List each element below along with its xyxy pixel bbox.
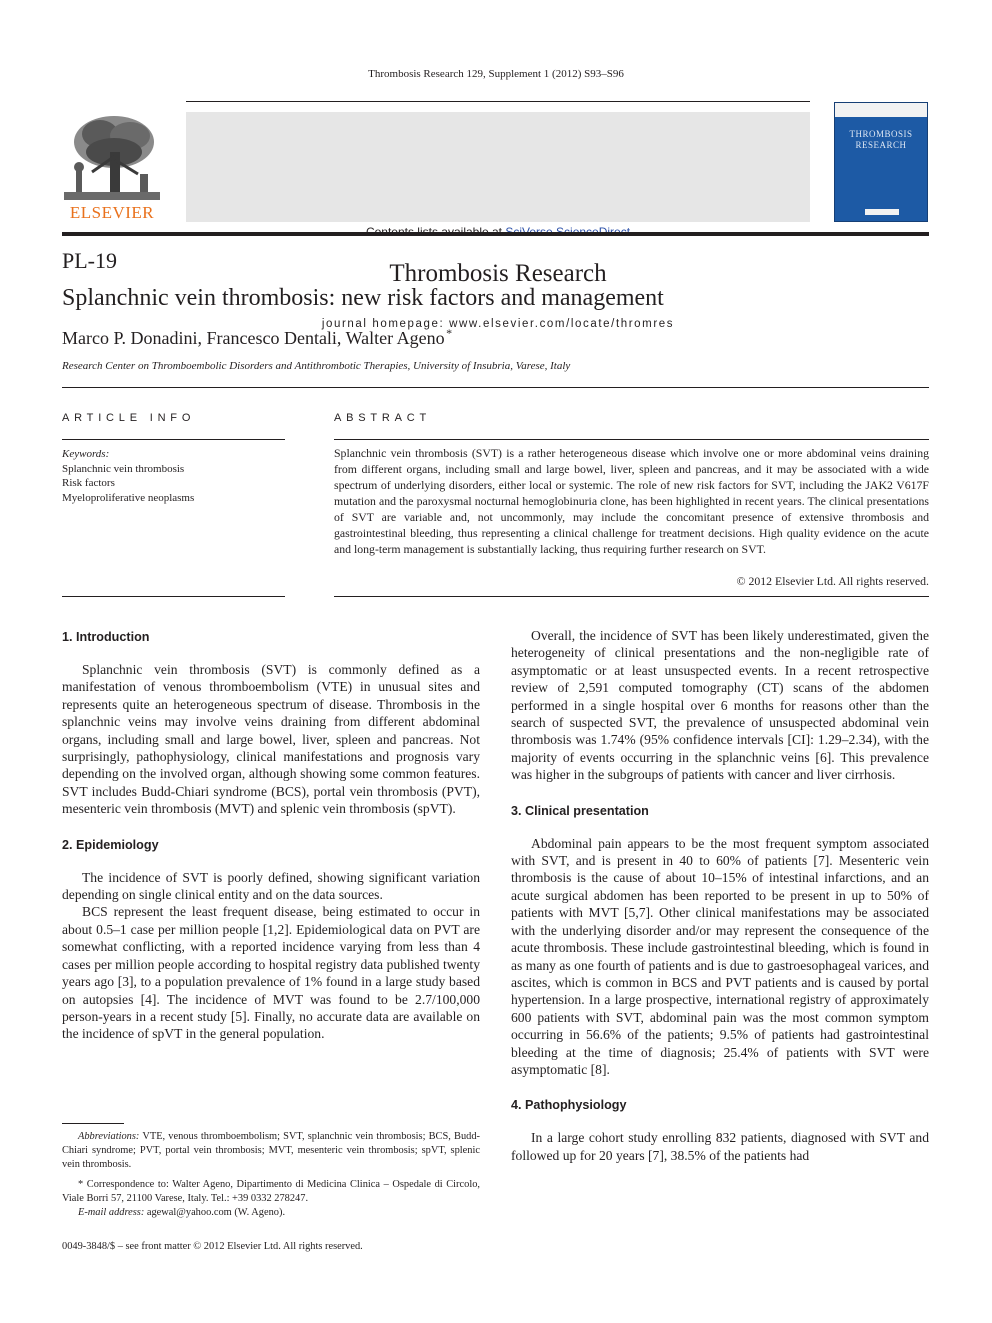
clinical-presentation-paragraph: Abdominal pain appears to be the most frequent symptom associated with SVT, and is present in 40 to 60% of patients [7]. Mesenteric vein thrombosis is the cause of about 10–15% of intestinal infarctions, and an acute surgical abdomen has been reported to be present in up to 50% of patients with MVT [5,7]. Other clinical manifestations may be associated with the underlying disorder and/or may represent the consequence of the acute thrombosis. These include gastrointestinal bleeding, which is found in as many as one fourth of patients and is due to gastroesophageal varices, and ascites, which is common in BCS and PVT patients and is caused by portal hypertension. In a large prospective, international registry of approximately 600 patients with SVT, abdominal pain was the most common symptom occurring in 56.6% of the patients; 9.5% of patients had gastrointestinal bleeding at the time of diagnosis; 25.4% of patients with SVT were asymptomatic [8].	[511, 835, 929, 1077]
abstract-bottom-rule	[334, 596, 929, 597]
section-heading-clinical-presentation: 3. Clinical presentation	[511, 803, 649, 818]
abstract-text: Splanchnic vein thrombosis (SVT) is a rather heterogeneous disease which involve one or more abdominal veins draining from different organs, including small and large bowel, liver, spleen and pancreas, and it may be associated with a wide spectrum of underlying disorders, either local or systemic. The role of new risk factors for SVT, including the JAK2 V617F mutation and the paroxysmal nocturnal hemoglobinuria clone, has been highlighted in recent years. The clinical presentations of SVT are variable and, not uncommonly, may include the concomitant presence of extensive thrombosis and gastrointestinal bleeding, thus representing a clinical challenge for treatment decisions. High quality evidence on the acute and long-term management is substantially lacking, thus requiring further research on SVT.	[334, 446, 929, 556]
footnote-rule	[62, 1123, 124, 1124]
email-footnote	[62, 1206, 480, 1220]
correspondence-footnote	[62, 1178, 480, 1206]
elsevier-wordmark: ELSEVIER	[69, 203, 155, 222]
cover-top-strip	[835, 103, 927, 117]
email-label: E-mail address:	[78, 1207, 145, 1218]
section-heading-epidemiology: 2. Epidemiology	[62, 837, 159, 852]
article-title: Splanchnic vein thrombosis: new risk factors and management	[62, 285, 664, 311]
abstract-rule	[334, 439, 929, 440]
article-authors	[62, 326, 452, 349]
section-heading-pathophysiology: 4. Pathophysiology	[511, 1098, 627, 1113]
abbreviations-label: Abbreviations:	[78, 1131, 140, 1142]
keyword-item: Splanchnic vein thrombosis	[62, 462, 185, 475]
cover-publisher-mark	[865, 209, 899, 215]
epidemiology-paragraph-1: The incidence of SVT is poorly defined, showing significant variation depending on single clinical entity and on the data sources.	[62, 869, 480, 903]
body-right-column	[511, 627, 929, 1164]
body-left-column	[62, 627, 480, 1043]
header-rule	[186, 101, 810, 102]
email-address[interactable]: agewal@yahoo.com (W. Ageno).	[144, 1207, 286, 1218]
abbreviations-footnote	[62, 1130, 480, 1172]
front-matter-notice: 0049-3848/$ – see front matter © 2012 Elsevier Ltd. All rights reserved.	[62, 1241, 363, 1252]
journal-reference: Thrombosis Research 129, Supplement 1 (2012) S93–S96	[368, 68, 624, 80]
keywords-block	[62, 447, 285, 505]
journal-homepage[interactable]: journal homepage: www.elsevier.com/locate/thromres	[321, 318, 675, 330]
cover-title-line-2: RESEARCH	[855, 140, 907, 150]
epidemiology-paragraph-2: BCS represent the least frequent disease, being estimated to occur in about 0.5–1 case per million people [1,2]. Epidemiological data on PVT are somewhat conflicting, with a reported incidence varying from less than 4 cases per million people according to hospital registry data published twenty years ago [3], to a population prevalence of 1% found in a large study based on autopsies [4]. The incidence of MVT was found to be 2.7/100,000 person-years in a recent study [5]. Finally, no accurate data are available on the incidence of spVT in the general population.	[62, 904, 480, 1042]
keyword-item: Myeloproliferative neoplasms	[62, 491, 195, 504]
abbreviations-text: VTE, venous thromboembolism; SVT, splanchnic vein thrombosis; BCS, Budd-Chiari syndrome; PVT, portal vein thrombosis; MVT, mesenteric vein thrombosis; spVT, splenic vein thrombosis.	[62, 1131, 480, 1170]
introduction-paragraph: Splanchnic vein thrombosis (SVT) is commonly defined as a manifestation of venous thromboembolism (VTE) in unusual sites and represents quite an heterogeneous spectrum of disease. Thrombosis in the splanchnic veins may involve veins draining from different abdominal organs, including small and large bowel, liver, spleen and pancreas. Not surprisingly, pathophysiology, clinical manifestations and prognosis vary depending on the involved organ, although showing some common features. SVT includes Budd-Chiari syndrome (BCS), portal vein thrombosis (PVT), mesenteric vein thrombosis (MVT) and splenic vein thrombosis (spVT).	[62, 662, 480, 817]
epidemiology-paragraph-3: Overall, the incidence of SVT has been likely underestimated, given the heterogeneity of clinical presentations and the non-negligible rate of asymptomatic or at least unsuspected events. In a recent retrospective review of 2,591 computed tomography (CT) scans of the abdomen performed in a single hospital over 6 months for reasons other than the search of suspected SVT, the prevalence of unsuspected abdominal vein thrombosis was 1.74% (95% confidence intervals [CI]: 1.29–2.34), with the majority of events occurring in the splanchnic veins [6]. This prevalence was higher in the subgroups of patients with cancer and liver cirrhosis.	[511, 628, 929, 783]
corresponding-author-mark[interactable]: *	[446, 326, 453, 340]
author-affiliation: Research Center on Thromboembolic Disorders and Antithrombotic Therapies, University of Insubria, Varese, Italy	[62, 360, 571, 372]
abstract-heading: ABSTRACT	[334, 412, 432, 424]
cover-title-line-1: THROMBOSIS	[849, 129, 913, 139]
contents-prefix: Contents lists available at	[365, 225, 506, 239]
article-info-heading: ARTICLE INFO	[62, 412, 196, 424]
pathophysiology-paragraph: In a large cohort study enrolling 832 patients, diagnosed with SVT and followed up for 20 years [7], 38.5% of the patients had	[511, 1130, 929, 1163]
header-thick-rule	[62, 232, 929, 236]
abstract-copyright: © 2012 Elsevier Ltd. All rights reserved.	[736, 574, 929, 588]
journal-title: Thrombosis Research	[389, 260, 607, 287]
article-info-rule	[62, 439, 285, 440]
keywords-label: Keywords:	[62, 448, 110, 460]
correspondence-mark: *	[78, 1179, 84, 1190]
article-code: PL-19	[62, 248, 117, 273]
correspondence-text: Correspondence to: Walter Ageno, Dipartimento di Medicina Clinica – Ospedale di Circolo, Viale Borri 57, 21100 Varese, Italy. Tel.: +39 0332 278247.	[62, 1179, 480, 1204]
title-block-rule	[62, 387, 929, 388]
footnotes	[62, 1130, 480, 1220]
author-names: Marco P. Donadini, Francesco Dentali, Walter Ageno	[62, 328, 445, 348]
article-info-bottom-rule	[62, 596, 285, 597]
sciencedirect-link[interactable]: SciVerse ScienceDirect	[505, 225, 631, 239]
section-heading-introduction: 1. Introduction	[62, 630, 150, 644]
journal-cover-thumbnail	[834, 102, 928, 222]
keyword-item: Risk factors	[62, 477, 115, 489]
cover-title	[835, 129, 927, 151]
